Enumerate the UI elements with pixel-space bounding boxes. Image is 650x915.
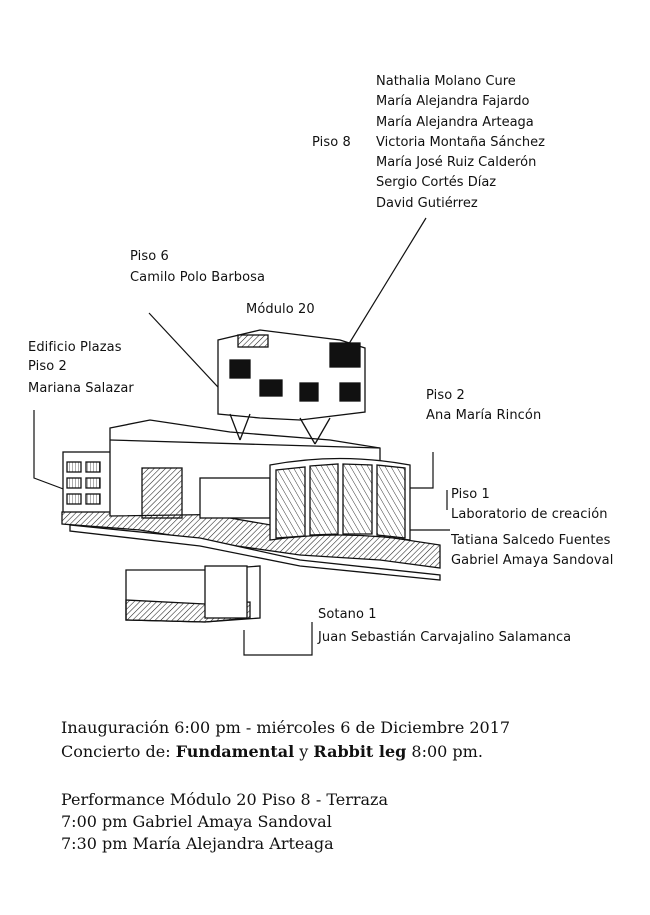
concierto-prefix: Concierto de: [61, 742, 176, 761]
label-sotano: Sotano 1 [318, 607, 377, 622]
label-piso2: Piso 2 [426, 388, 465, 403]
label-piso8: Piso 8 [312, 135, 351, 150]
label-piso1-sub: Laboratorio de creación [451, 507, 608, 522]
info-performance-time-2: 7:30 pm María Alejandra Arteaga [61, 834, 334, 853]
label-piso1-name1: Tatiana Salcedo Fuentes [451, 533, 611, 548]
list-item: David Gutiérrez [376, 195, 478, 211]
concierto-connector: y [294, 742, 314, 761]
band-fundamental: Fundamental [175, 742, 295, 761]
info-performance: Performance Módulo 20 Piso 8 - Terraza [61, 790, 389, 809]
label-piso1-name2: Gabriel Amaya Sandoval [451, 553, 614, 568]
list-item: María José Ruiz Calderón [376, 155, 537, 171]
label-sotano-name: Juan Sebastián Carvajalino Salamanca [318, 630, 572, 645]
label-edificio-plazas: Edificio Plazas [28, 340, 122, 355]
list-item: Victoria Montaña Sánchez [376, 134, 545, 150]
band-rabbit-leg: Rabbit leg [313, 742, 407, 761]
label-piso6-name: Camilo Polo Barbosa [130, 270, 266, 285]
label-piso1: Piso 1 [451, 487, 490, 502]
list-item: María Alejandra Arteaga [376, 114, 534, 130]
info-inauguracion: Inauguración 6:00 pm - miércoles 6 de Diciembre 2017 [61, 718, 511, 737]
list-item: Sergio Cortés Díaz [376, 175, 497, 191]
list-item: María Alejandra Fajardo [376, 94, 530, 110]
label-piso2-name: Ana María Rincón [426, 408, 542, 423]
label-modulo-20: Módulo 20 [246, 302, 315, 317]
label-edificio-piso: Piso 2 [28, 359, 67, 374]
concierto-time: 8:00 pm. [406, 742, 483, 761]
label-piso6: Piso 6 [130, 249, 169, 264]
label-edificio-name: Mariana Salazar [28, 381, 134, 396]
piso8-name-list [376, 72, 545, 214]
list-item: Nathalia Molano Cure [376, 74, 516, 89]
info-performance-time-1: 7:00 pm Gabriel Amaya Sandoval [61, 812, 332, 831]
info-concierto [61, 741, 483, 763]
